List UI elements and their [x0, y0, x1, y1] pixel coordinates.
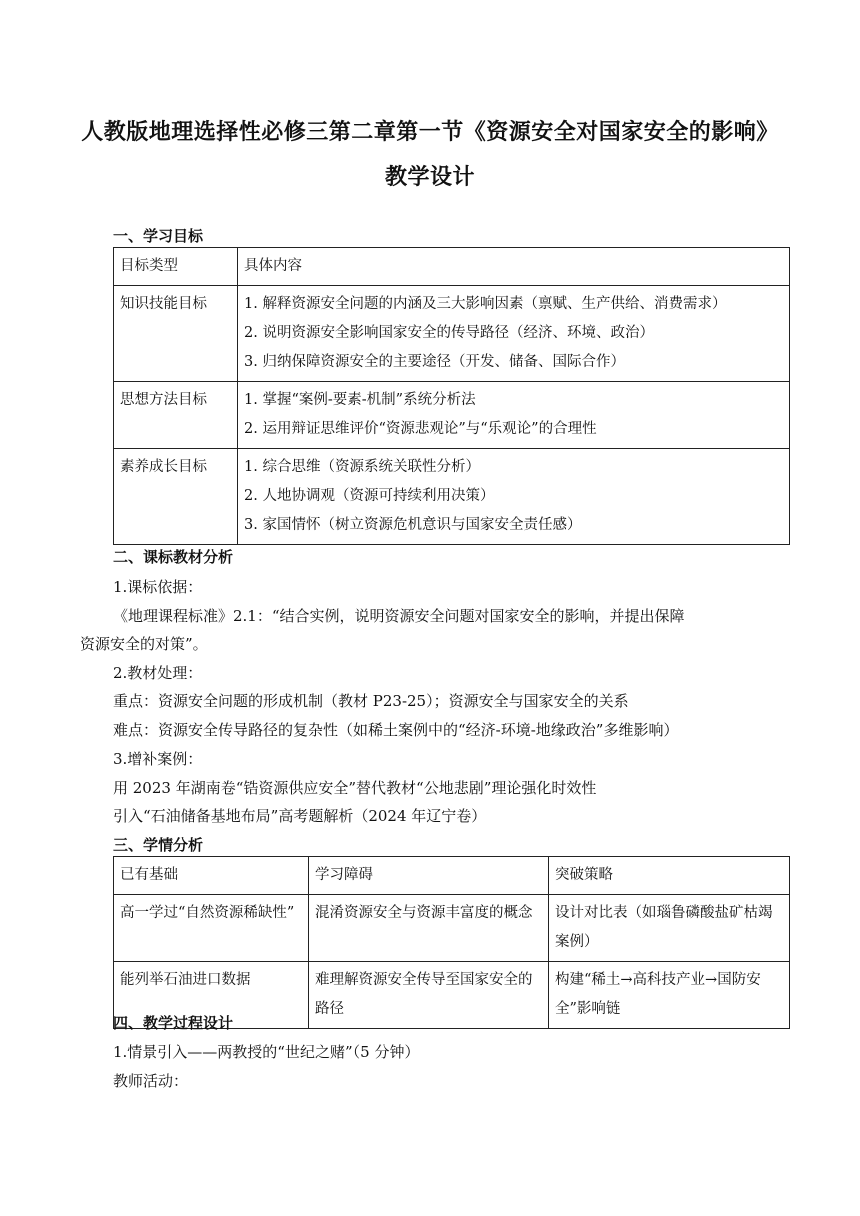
table-header-cell: 具体内容: [238, 248, 790, 286]
table-header-cell: 学习障碍: [309, 857, 549, 895]
difficult-point-text: 难点：资源安全传导路径的复杂性（如稀土案例中的“经济-环境-地缘政治”多维影响）: [113, 721, 679, 739]
table-header-cell: 突破策略: [549, 857, 790, 895]
objective-item: 1. 解释资源安全问题的内涵及三大影响因素（禀赋、生产供给、消费需求）: [244, 296, 727, 312]
objective-type: 知识技能目标: [114, 286, 238, 382]
objective-item: 2. 人地协调观（资源可持续利用决策）: [244, 488, 495, 504]
table-row: [114, 382, 790, 449]
table-cell: 高一学过“自然资源稀缺性”: [114, 895, 309, 962]
section-heading-objectives: 一、学习目标: [113, 227, 204, 245]
objectives-table: [113, 247, 790, 545]
table-header-row: [114, 248, 790, 286]
subheading-standard: 1.课标依据：: [113, 578, 203, 596]
objective-item: 2. 说明资源安全影响国家安全的传导路径（经济、环境、政治）: [244, 325, 654, 341]
document-title: 人教版地理选择性必修三第二章第一节《资源安全对国家安全的影响》: [81, 120, 779, 145]
objective-item: 1. 掌握“案例-要素-机制”系统分析法: [244, 392, 476, 408]
teacher-activity-label: 教师活动：: [113, 1072, 189, 1090]
objective-type: 素养成长目标: [114, 449, 238, 545]
objective-item: 3. 归纳保障资源安全的主要途径（开发、储备、国际合作）: [244, 354, 625, 370]
subheading-intro: 1.情景引入——两教授的“世纪之赌”（5 分钟）: [113, 1043, 420, 1061]
case-text: 用 2023 年湖南卷“锆资源供应安全”替代教材“公地悲剧”理论强化时效性: [113, 779, 597, 797]
document-subtitle: 教学设计: [384, 165, 475, 190]
objective-item: 2. 运用辩证思维评价“资源悲观论”与“乐观论”的合理性: [244, 421, 597, 437]
table-row: [114, 449, 790, 545]
objective-content: [238, 382, 790, 449]
section-heading-curriculum: 二、课标教材分析: [113, 548, 234, 566]
objective-item: 3. 家国情怀（树立资源危机意识与国家安全责任感）: [244, 517, 582, 533]
table-cell: 能列举石油进口数据: [114, 962, 309, 1029]
objective-type: 思想方法目标: [114, 382, 238, 449]
table-row: [114, 286, 790, 382]
table-header-cell: 已有基础: [114, 857, 309, 895]
standard-text-line2: 资源安全的对策”。: [80, 635, 208, 653]
table-cell: 混淆资源安全与资源丰富度的概念: [309, 895, 549, 962]
objective-item: 1. 综合思维（资源系统关联性分析）: [244, 459, 480, 475]
subheading-cases: 3.增补案例：: [113, 750, 203, 768]
learner-analysis-table: [113, 856, 790, 1029]
subheading-textbook: 2.教材处理：: [113, 664, 203, 682]
section-heading-process: 四、教学过程设计: [113, 1014, 234, 1032]
table-header-row: [114, 857, 790, 895]
section-heading-learner-analysis: 三、学情分析: [113, 836, 204, 854]
table-cell: 难理解资源安全传导至国家安全的路径: [309, 962, 549, 1029]
objective-content: [238, 449, 790, 545]
key-point-text: 重点：资源安全问题的形成机制（教材 P23-25）；资源安全与国家安全的关系: [113, 692, 629, 710]
table-row: [114, 895, 790, 962]
case-text: 引入“石油储备基地布局”高考题解析（2024 年辽宁卷）: [113, 807, 487, 825]
table-header-cell: 目标类型: [114, 248, 238, 286]
table-cell: 设计对比表（如瑙鲁磷酸盐矿枯竭案例）: [549, 895, 790, 962]
table-cell: 构建“稀土→高科技产业→国防安全”影响链: [549, 962, 790, 1029]
standard-text-line1: 《地理课程标准》2.1：“结合实例，说明资源安全问题对国家安全的影响，并提出保障: [113, 607, 685, 625]
objective-content: [238, 286, 790, 382]
